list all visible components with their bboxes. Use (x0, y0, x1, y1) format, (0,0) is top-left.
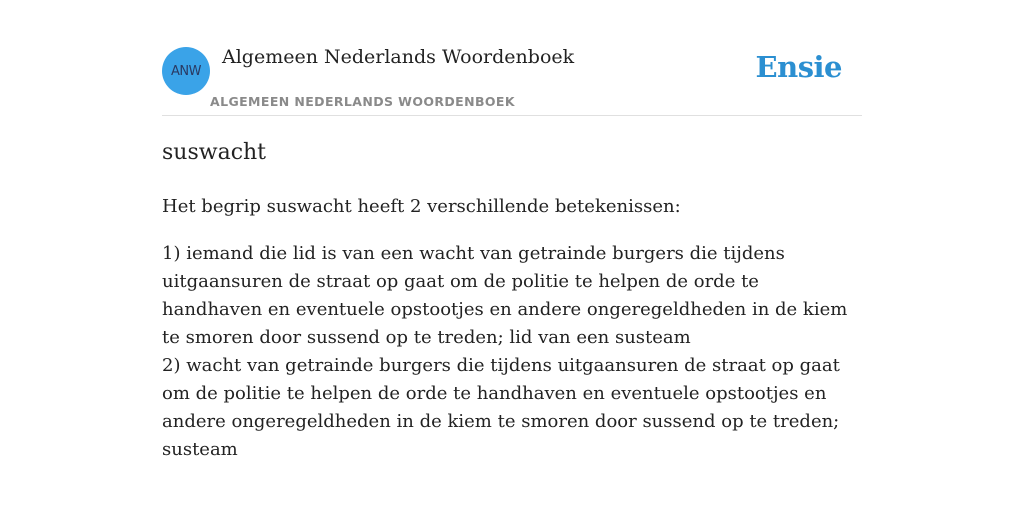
entry-card (162, 0, 862, 512)
meaning-item: 2) wacht van getrainde burgers die tijdens uitgaansuren de straat op gaat om de politie te helpen de orde te handhaven en eventuele opstootjes en andere ongeregeldheden in de kiem te smoren door sussend op te treden; susteam (162, 355, 840, 460)
anw-logo[interactable] (162, 47, 210, 95)
entry-intro: Het begrip suswacht heeft 2 verschillende betekenissen: (162, 196, 681, 217)
ensie-logo[interactable]: Ensie (755, 50, 842, 84)
header-divider (162, 115, 862, 116)
meanings-list (162, 240, 862, 464)
meaning-item: 1) iemand die lid is van een wacht van getrainde burgers die tijdens uitgaansuren de straat op gaat om de politie te helpen de orde te handhaven en eventuele opstootjes en andere ongeregeldheden in de kiem te smoren door sussend op te treden; lid van een susteam (162, 243, 848, 348)
source-subtitle: ALGEMEEN NEDERLANDS WOORDENBOEK (210, 94, 515, 109)
logo-text: ANW (171, 63, 201, 79)
entry-word: suswacht (162, 140, 267, 165)
source-title[interactable]: Algemeen Nederlands Woordenboek (222, 46, 575, 68)
